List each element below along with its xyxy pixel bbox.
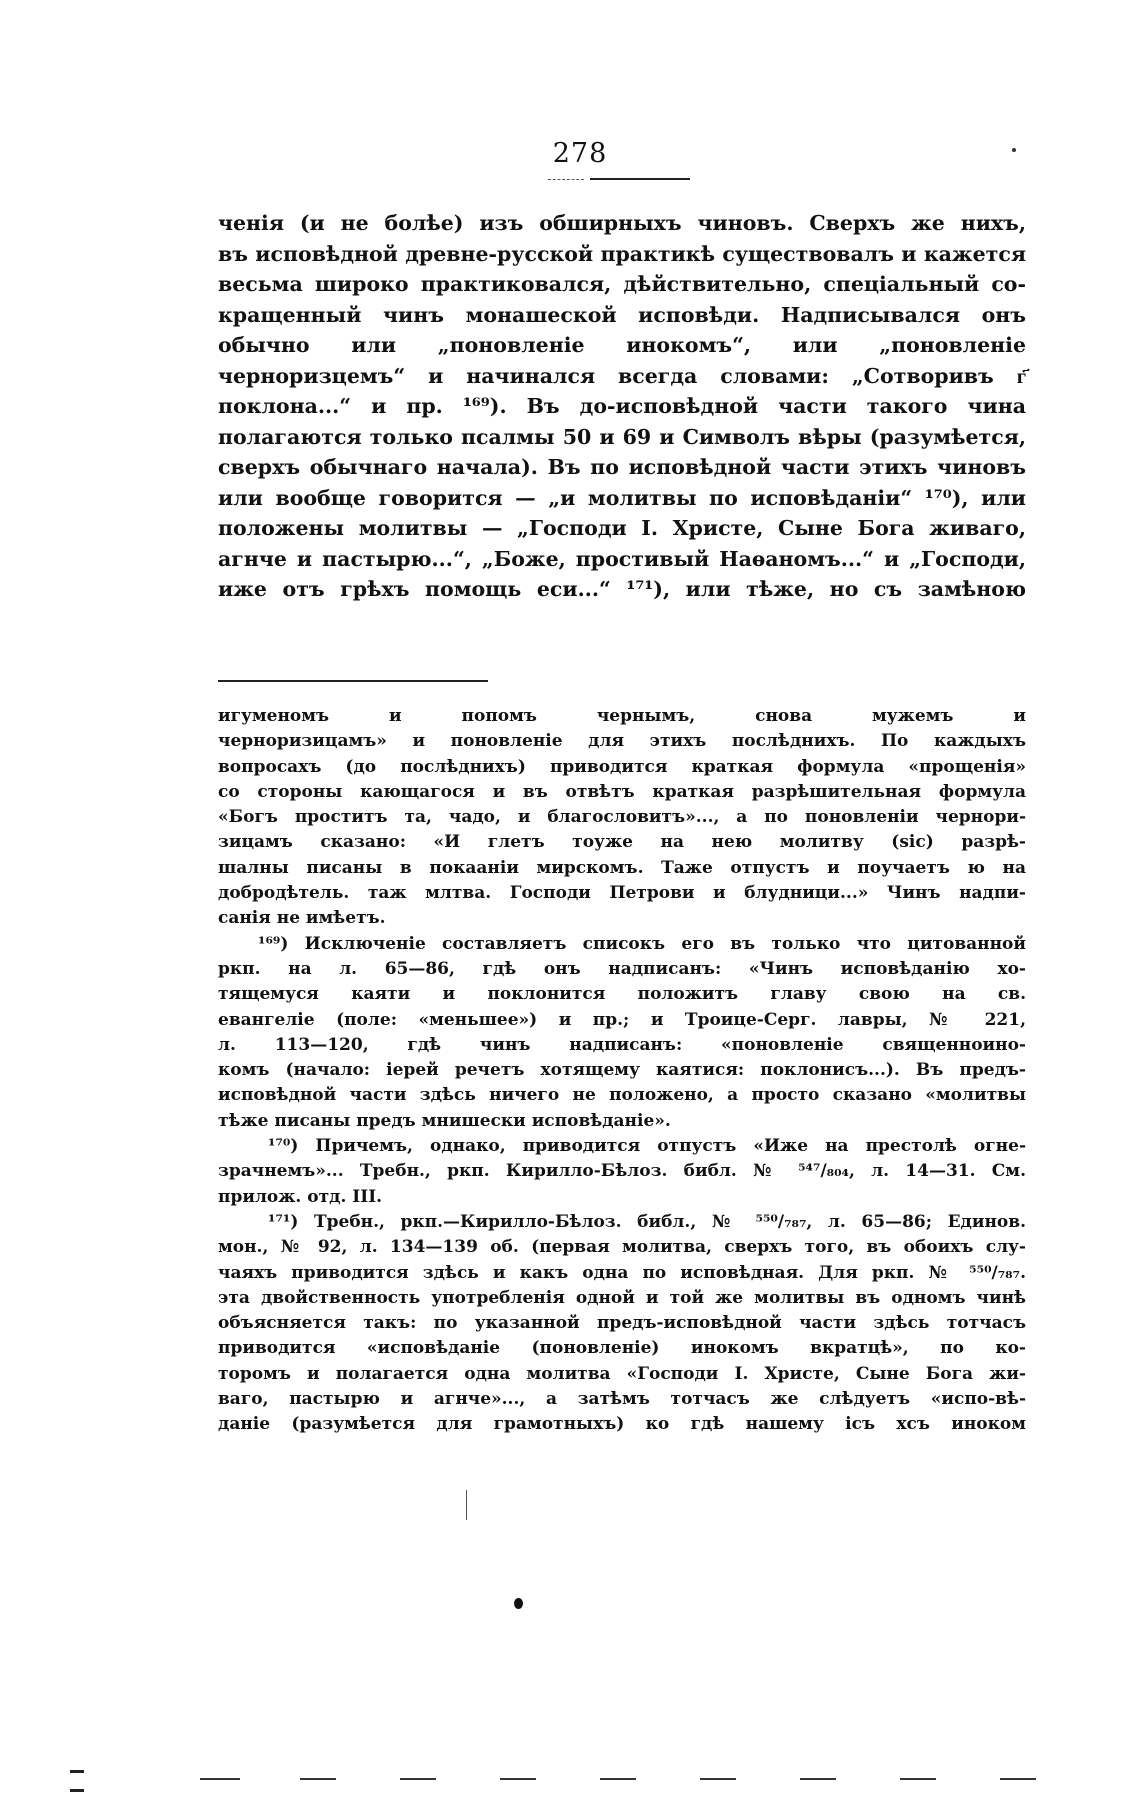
footnote-169-line: ¹⁶⁹) Исключеніе составляетъ списокъ его въ только что цитованной <box>258 933 1026 954</box>
page-number: 278 <box>552 138 608 169</box>
main-line: обычно или „поновленіе инокомъ“, или „поновленіе <box>218 333 1026 357</box>
footnotes <box>218 704 1026 1438</box>
footnote-line: санія не имѣетъ. <box>218 908 386 929</box>
scan-tick-mark <box>466 1490 467 1520</box>
footnote-line: тѣже писаны предъ мнишески исповѣданіе». <box>218 1110 671 1131</box>
footnote-line: тящемуся каяти и поклонится положитъ главу свою на св. <box>218 984 1026 1005</box>
footnote-line: зрачнемъ»... Требн., ркп. Кирилло-Бѣлоз. библ. № ⁵⁴⁷/₈₀₄, л. 14—31. См. <box>218 1161 1026 1182</box>
footnote-line: евангеліе (поле: «меньшее») и пр.; и Троице-Серг. лавры, № 221, <box>218 1009 1026 1030</box>
footnote-line: вопросахъ (до послѣднихъ) приводится краткая формула «прощенія» <box>218 756 1026 777</box>
footnote-line: ваго, пастырю и агнче»..., а затѣмъ тотчасъ же слѣдуетъ «испо-вѣ- <box>218 1389 1026 1410</box>
scan-edge-line <box>1000 1778 1036 1780</box>
footnote-line: мон., № 92, л. 134—139 об. (первая молитва, сверхъ того, въ обоихъ слу- <box>218 1237 1026 1258</box>
scan-edge-line <box>900 1778 936 1780</box>
footnote-line: шалны писаны в покааніи мирскомъ. Таже отпустъ и поучаетъ ю на <box>218 857 1026 878</box>
scan-edge-line <box>500 1778 536 1780</box>
scan-speck <box>1012 148 1016 152</box>
footnote-line: эта двойственность употребленія одной и той же молитвы въ одномъ чинѣ <box>218 1287 1026 1308</box>
footnote-line: со стороны кающагося и въ отвѣтъ краткая разрѣшительная формула <box>218 781 1026 802</box>
footnote-line: ркп. на л. 65—86, гдѣ онъ надписанъ: «Чинъ исповѣданію хо- <box>218 958 1026 979</box>
scan-edge-line <box>200 1778 240 1780</box>
main-line: весьма широко практиковался, дѣйствительно, спеціальный со- <box>218 272 1026 296</box>
main-line: иже отъ грѣхъ помощь еси...“ ¹⁷¹), или тѣже, но съ замѣною <box>218 577 1026 601</box>
footnote-170-line: ¹⁷⁰) Причемъ, однако, приводится отпустъ «Иже на престолѣ огнe- <box>268 1136 1026 1157</box>
footnote-line: комъ (начало: іерей речетъ хотящему каятися: поклонисъ...). Въ предъ- <box>218 1060 1026 1081</box>
footnote-line: зицамъ сказано: «И глетъ тоуже на нею молитву (sic) разрѣ- <box>218 832 1026 853</box>
footnote-line: л. 113—120, гдѣ чинъ надписанъ: «поновленіе священноино- <box>218 1034 1026 1055</box>
footnote-line: чаяхъ приводится здѣсь и какъ одна по исповѣдная. Для ркп. № ⁵⁵⁰/₇₈₇. <box>218 1262 1026 1283</box>
main-line: полагаются только псалмы 50 и 69 и Символъ вѣры (разумѣется, <box>218 424 1026 449</box>
scan-edge-line <box>400 1778 436 1780</box>
footnote-line: добродѣтель. таж млтва. Господи Петрови и блудници...» Чинъ надпи- <box>218 883 1026 904</box>
main-line: положены молитвы — „Господи І. Христе, Сыне Бога живаго, <box>218 516 1026 540</box>
main-line: въ исповѣдной древне-русской практикѣ существовалъ и кажется <box>218 241 1026 266</box>
page-number-rule <box>590 178 690 180</box>
scan-edge-mark <box>70 1770 84 1792</box>
main-line: сверхъ обычнаго начала). Въ по исповѣдной части этихъ чиновъ <box>218 455 1026 479</box>
footnote-separator <box>218 680 488 682</box>
footnote-line: исповѣдной части здѣсь ничего не положено, а просто сказано «молитвы <box>218 1085 1026 1106</box>
scan-edge-line <box>300 1778 336 1780</box>
scan-edge-line <box>700 1778 736 1780</box>
footnote-line: объясняется такъ: по указанной предъ-исповѣдной части здѣсь тотчасъ <box>218 1313 1026 1334</box>
main-line: ченія (и не болѣе) изъ обширныхъ чиновъ. Сверхъ же нихъ, <box>218 211 1026 235</box>
main-line: черноризцемъ“ и начинался всегда словами: „Сотворивъ г҃ <box>218 363 1026 388</box>
scan-edge-line <box>600 1778 636 1780</box>
scan-edge-line <box>800 1778 836 1780</box>
main-text <box>218 208 1026 605</box>
main-line: или вообще говорится — „и молитвы по исповѣданіи“ ¹⁷⁰), или <box>218 485 1026 510</box>
footnote-line: прилож. отд. III. <box>218 1186 383 1207</box>
footnote-line: торомъ и полагается одна молитва «Господи І. Христе, Сыне Бога жи- <box>218 1363 1026 1384</box>
main-line: агнче и пастырю...“, „Боже, простивый Наѳаномъ...“ и „Господи, <box>218 546 1026 571</box>
footnote-line: игуменомъ и попомъ чернымъ, снова мужемъ и <box>218 706 1026 726</box>
footnote-line: даніе (разумѣется для грамотныхъ) ко гдѣ нашему ісъ хсъ иноком <box>218 1414 1026 1435</box>
main-line: поклона...“ и пр. ¹⁶⁹). Въ до-исповѣдной части такого чина <box>218 394 1026 418</box>
scan-blot <box>514 1598 523 1609</box>
footnote-line: «Богъ проститъ та, чадо, и благословитъ»..., а по поновленіи чернори- <box>218 807 1026 828</box>
footnote-line: черноризицамъ» и поновленіе для этихъ послѣднихъ. По каждыхъ <box>218 731 1026 752</box>
footnote-171-line: ¹⁷¹) Требн., ркп.—Кирилло-Бѣлоз. библ., № ⁵⁵⁰/₇₈₇, л. 65—86; Единов. <box>268 1211 1026 1232</box>
footnote-line: приводится «исповѣданіе (поновленіе) инокомъ вкратцѣ», по ко- <box>218 1338 1026 1359</box>
main-line: кращенный чинъ монашеской исповѣди. Надписывался онъ <box>218 302 1026 327</box>
page-number-dash <box>548 179 584 180</box>
